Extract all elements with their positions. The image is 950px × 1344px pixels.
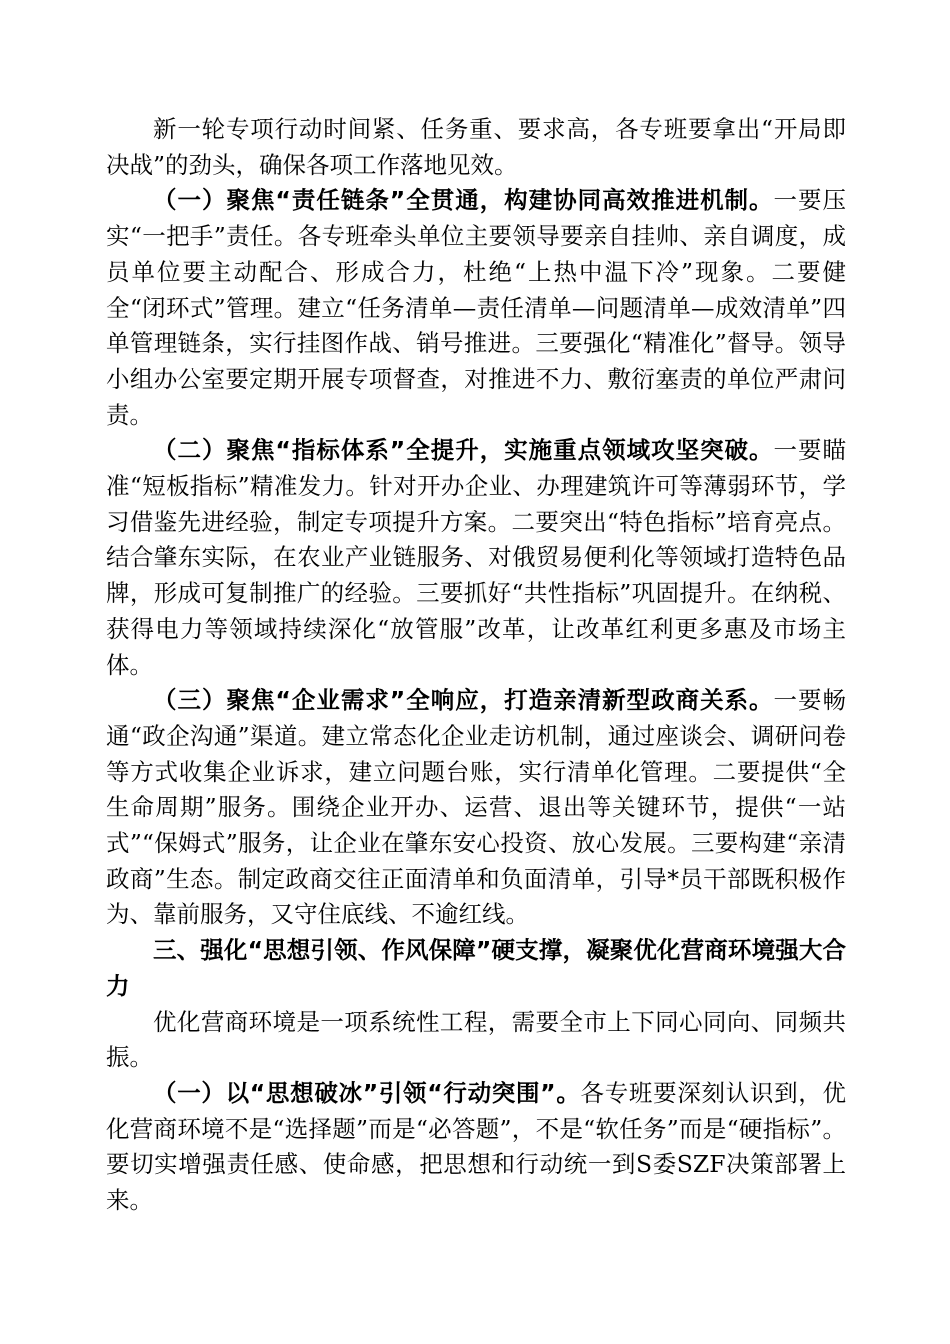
section-heading: 三、强化“思想引领、作风保障”硬支撑，凝聚优化营商环境强大合力 <box>106 936 846 1000</box>
paragraph-text: 新一轮专项行动时间紧、任务重、要求高，各专班要拿出“开局即决战”的劲头，确保各项工作落地见效。 <box>106 115 846 179</box>
paragraph-text: 各专班要深刻认识到，优化营商环境不是“选择题”而是“必答题”，不是“软任务”而是“硬指标”。要切实增强责任感、使命感，把思想和行动统一到S委SZF决策部署上来。 <box>106 1078 847 1215</box>
paragraph-enterprise-needs <box>106 683 846 933</box>
paragraph-lead: （二）聚焦“指标体系”全提升，实施重点领域攻坚突破。 <box>153 436 774 465</box>
paragraph-thought-breakthrough <box>106 1076 846 1219</box>
paragraph-text: 一要畅通“政企沟通”渠道。建立常态化企业走访机制，通过座谈会、调研问卷等方式收集企业诉求，建立问题台账，实行清单化管理。二要提供“全生命周期”服务。围绕企业开办、运营、退出等关键环节，提供“一站式”“保姆式”服务，让企业在肇东安心投资、放心发展。三要构建“亲清政商”生态。制定政商交往正面清单和负面清单，引导*员干部既积极作为、靠前服务，又守住底线、不逾红线。 <box>106 686 847 929</box>
paragraph-text: 优化营商环境是一项系统性工程，需要全市上下同心同向、同频共振。 <box>106 1007 846 1072</box>
paragraph-intro <box>106 112 846 183</box>
paragraph-text: 一要压实“一把手”责任。各专班牵头单位主要领导要亲自挂帅、亲自调度，成员单位要主动配合、形成合力，杜绝“上热中温下冷”现象。二要健全“闭环式”管理。建立“任务清单—责任清单—问题清单—成效清单”四单管理链条，实行挂图作战、销号推进。三要强化“精准化”督导。领导小组办公室要定期开展专项督查，对推进不力、敷衍塞责的单位严肃问责。 <box>106 186 847 429</box>
document-page <box>106 112 846 1219</box>
paragraph-responsibility-chain <box>106 183 846 433</box>
paragraph-lead: （一）聚焦“责任链条”全贯通，构建协同高效推进机制。 <box>153 186 774 215</box>
paragraph-text: 一要瞄准“短板指标”精准发力。针对开办企业、办理建筑许可等薄弱环节，学习借鉴先进经验，制定专项提升方案。二要突出“特色指标”培育亮点。结合肇东实际，在农业产业链服务、对俄贸易便利化等领域打造特色品牌，形成可复制推广的经验。三要抓好“共性指标”巩固提升。在纳税、获得电力等领域持续深化“放管服”改革，让改革红利更多惠及市场主体。 <box>106 436 847 679</box>
paragraph-systematic-project <box>106 1005 846 1076</box>
paragraph-lead: （一）以“思想破冰”引领“行动突围”。 <box>153 1078 581 1107</box>
paragraph-indicator-system <box>106 433 846 683</box>
paragraph-lead: （三）聚焦“企业需求”全响应，打造亲清新型政商关系。 <box>153 686 774 715</box>
